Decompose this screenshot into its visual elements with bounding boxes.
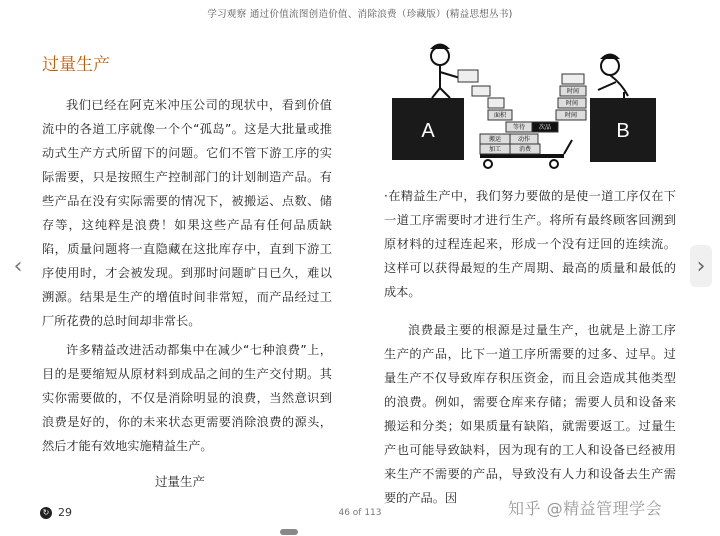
waste-label: 时间 [564,112,578,119]
reading-progress: 46 of 113 [338,508,382,518]
next-page-button[interactable]: › [690,245,712,287]
book-title: 学习观察 通过价值流图创造价值、消除浪费（珍藏版）(精益思想丛书) [207,9,513,20]
machine-b-label: B [616,120,630,142]
overproduction-illustration [392,36,682,170]
prev-page-button[interactable]: ‹ [13,253,23,279]
waste-label: 次品 [538,124,552,131]
bookmark-icon: ↻ [40,507,52,519]
page-count-value: 29 [58,506,72,519]
waste-label: 面积 [493,112,507,119]
home-indicator[interactable] [280,529,298,535]
paragraph: 许多精益改进活动都集中在减少“七种浪费”上，目的是要缩短从原材料到成品之间的生产交付期。其实你需要做的，不仅是消除明显的浪费，当然意识到浪费是好的，你的未来状态更需要消除浪费的源头，然后才能有效地实施精益生产。 [42,343,332,453]
paragraph: 我们已经在阿克米冲压公司的现状中，看到价值流中的各道工序就像一个个“孤岛”。这是大批量或推动式生产方式所留下的问题。它们不管下游工序的实际需要，只是按照生产控制部门的计划制造产品。有些产品在没有实际需要的情况下，被搬运、点数、储存等，这纯粹是浪费！如果这些产品有任何品质缺陷，质量问题将一直隐藏在这批库存中，直到下游工序使用时，才会被发现。到那时问题旷日已久，难以溯源。结果是生产的增值时间非常短，而产品经过工厂所花费的总时间却非常长。 [42,98,332,328]
machine-a-label: A [421,120,435,142]
waste-label: 搬运 [488,136,502,143]
waste-label: 等待 [512,124,526,131]
waste-label: 时间 [566,88,580,95]
paragraph: ·在精益生产中，我们努力要做的是使一道工序仅在下一道工序需要时才进行生产。将所有最终顾客回溯到原材料的过程连起来，形成一个没有迂回的连续流。这样可以获得最短的生产周期、最高的质量和最低的成本。 [384,189,676,299]
waste-label: 消费 [518,146,532,153]
paragraph: 浪费最主要的根源是过量生产，也就是上游工序生产的产品，比下一道工序所需要的过多、过早。过量生产不仅导致库存积压资金，而且会造成其他类型的浪费。例如，需要仓库来存储；需要人员和设备来搬运和分类；如果质量有缺陷，就需要返工。过量生产也可能导致缺料，因为现有的工人和设备已经被用来生产不需要的产品，导致没有人力和设备去生产需要的产品。因 [384,323,676,505]
watermark: 知乎 @精益管理学会 [508,499,663,518]
waste-label: 时间 [565,100,579,107]
waste-label: 加工 [488,146,502,153]
section-title: 过量生产 [42,55,110,75]
waste-label: 动作 [517,136,531,143]
figure-caption: 过量生产 [154,474,205,489]
